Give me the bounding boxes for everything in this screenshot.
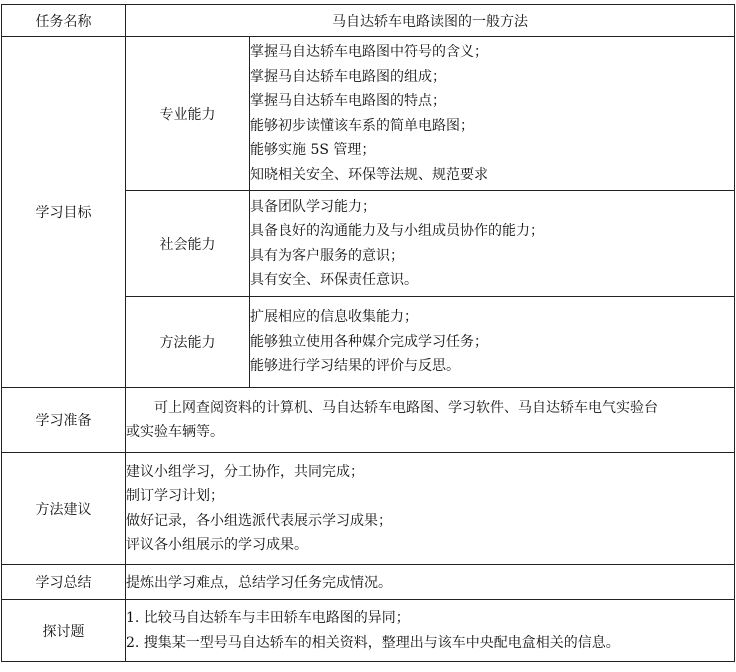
list-item: 能够独立使用各种媒介完成学习任务； — [250, 333, 488, 350]
list-item: 能够进行学习结果的评价与反思。 — [250, 358, 460, 375]
list-item: 具备团队学习能力； — [250, 198, 376, 215]
preparation-line-1: 可上网查阅资料的计算机、马自达轿车电路图、学习软件、马自达轿车电气实验台 — [154, 400, 658, 416]
social-ability-label: 社会能力 — [126, 191, 250, 297]
list-item: 能够初步读懂该车系的简单电路图； — [250, 117, 474, 134]
suggestions-list — [126, 453, 735, 565]
professional-ability-label: 专业能力 — [126, 37, 250, 191]
list-item: 掌握马自达轿车电路图中符号的含义； — [250, 44, 488, 60]
task-name-row — [2, 5, 735, 37]
method-ability-label: 方法能力 — [126, 297, 250, 388]
professional-ability-row — [2, 37, 735, 191]
list-item: 制订学习计划； — [126, 488, 224, 504]
list-item: 掌握马自达轿车电路图的特点； — [250, 93, 446, 109]
list-item: 1. 比较马自达轿车与丰田轿车电路图的异同； — [126, 610, 410, 626]
summary-text: 提炼出学习难点，总结学习任务完成情况。 — [126, 565, 735, 600]
discussion-label: 探讨题 — [2, 600, 126, 662]
list-item: 知晓相关安全、环保等法规、规范要求 — [250, 166, 488, 183]
list-item: 能够实施 5S 管理； — [250, 142, 376, 158]
list-item: 扩展相应的信息收集能力； — [250, 309, 418, 326]
list-item: 具有安全、环保责任意识。 — [250, 272, 418, 288]
list-item: 评议各小组展示的学习成果。 — [126, 537, 308, 553]
list-item: 具有为客户服务的意识； — [250, 247, 404, 264]
professional-ability-list — [250, 37, 735, 191]
method-ability-list — [250, 297, 735, 388]
list-item: 2. 搜集某一型号马自达轿车的相关资料，整理出与该车中央配电盒相关的信息。 — [126, 634, 620, 651]
suggestions-row — [2, 453, 735, 565]
preparation-text — [126, 388, 735, 453]
list-item: 具备良好的沟通能力及与小组成员协作的能力； — [250, 223, 544, 239]
discussion-list — [126, 600, 735, 662]
list-item: 掌握马自达轿车电路图的组成； — [250, 68, 446, 85]
list-item: 做好记录，各小组选派代表展示学习成果； — [126, 512, 392, 529]
suggestions-label: 方法建议 — [2, 453, 126, 565]
social-ability-list — [250, 191, 735, 297]
list-item: 建议小组学习，分工协作，共同完成； — [126, 463, 364, 480]
task-name-label: 任务名称 — [2, 5, 126, 37]
learning-task-table — [1, 4, 735, 662]
task-name-value: 马自达轿车电路读图的一般方法 — [126, 5, 735, 37]
discussion-row — [2, 600, 735, 662]
preparation-label: 学习准备 — [2, 388, 126, 453]
learning-goals-label: 学习目标 — [2, 37, 126, 388]
summary-label: 学习总结 — [2, 565, 126, 600]
preparation-row — [2, 388, 735, 453]
preparation-line-2: 或实验车辆等。 — [126, 424, 224, 440]
summary-row — [2, 565, 735, 600]
